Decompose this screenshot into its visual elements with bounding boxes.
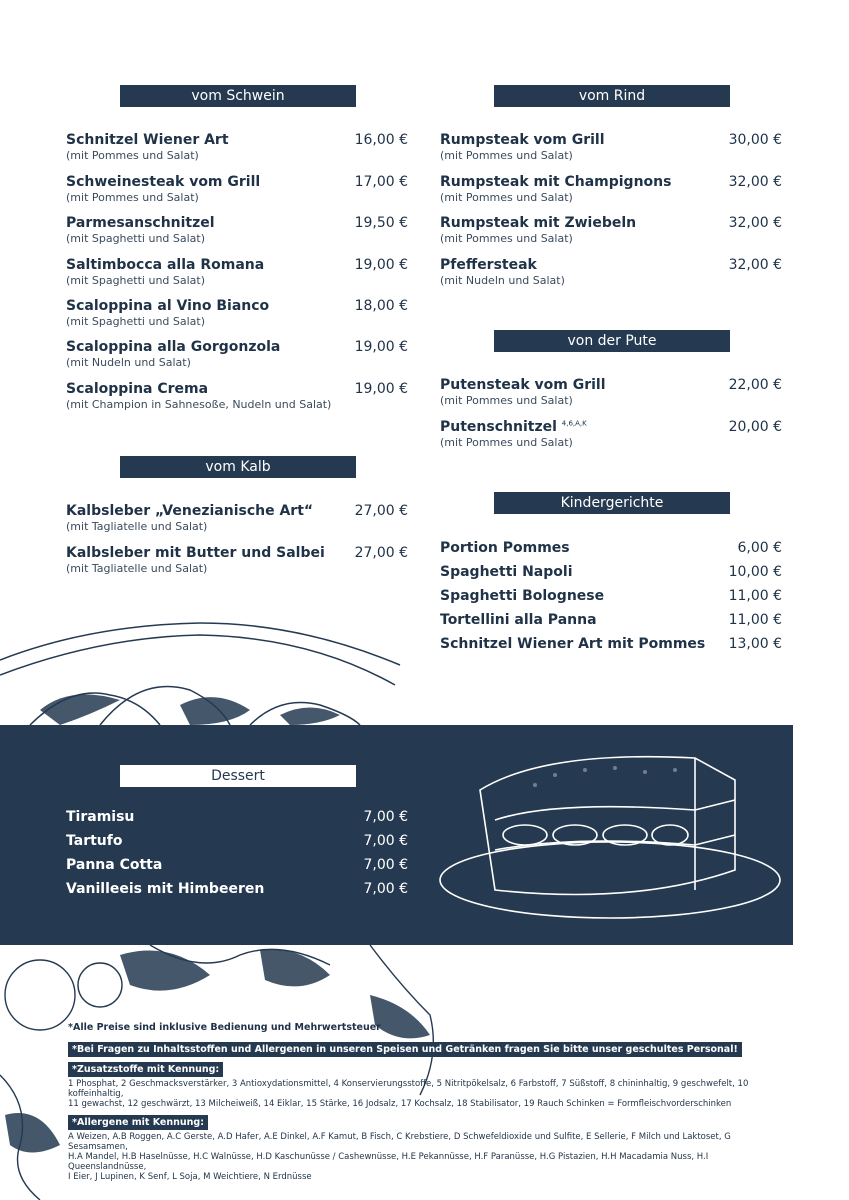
item-name: Kalbsleber mit Butter und Salbei (66, 545, 325, 561)
item-description: (mit Pommes und Salat) (440, 394, 573, 407)
menu-item (66, 132, 408, 162)
item-description: (mit Pommes und Salat) (440, 232, 573, 245)
item-price: 27,00 € (354, 503, 408, 519)
item-name: Rumpsteak mit Zwiebeln (440, 215, 637, 231)
item-price: 32,00 € (728, 174, 782, 190)
allergens-line: A Weizen, A.B Roggen, A.C Gerste, A.D Hafer, A.E Dinkel, A.F Kamut, B Fisch, C Krebstiere, D Schwefeldioxide und Sulfite, E Sellerie, F Milch und Laktoset, G Sesamsamen, (68, 1132, 731, 1152)
allergens-line: I Eier, J Lupinen, K Senf, L Soja, M Weichtiere, N Erdnüsse (68, 1172, 312, 1182)
additives-line: 1 Phosphat, 2 Geschmacksverstärker, 3 Antioxydationsmittel, 4 Konservierungsstoffe, 5 Nitritpökelsalz, 6 Farbstoff, 7 Süßstoff, 8 chininhaltig, 9 geschwefelt, 10 koffeinhaltig, (68, 1079, 749, 1099)
item-name: Tiramisu (66, 809, 135, 825)
item-name: Vanilleeis mit Himbeeren (66, 881, 265, 897)
item-name: Panna Cotta (66, 857, 163, 873)
section-title: Kindergerichte (560, 495, 664, 511)
item-price: 30,00 € (728, 132, 782, 148)
item-description: (mit Nudeln und Salat) (440, 274, 565, 287)
item-price: 22,00 € (728, 377, 782, 393)
additives-title: *Zusatzstoffe mit Kennung: (68, 1062, 223, 1077)
item-price: 27,00 € (354, 545, 408, 561)
item-description: (mit Tagliatelle und Salat) (66, 562, 208, 575)
price-note: *Alle Preise sind inklusive Bedienung und Mehrwertsteuer (68, 1022, 381, 1033)
item-price: 11,00 € (728, 612, 782, 628)
section-header-dessert (120, 765, 356, 787)
allergens-line: H.A Mandel, H.B Haselnüsse, H.C Walnüsse, H.D Kaschunüsse / Cashewnüsse, H.E Pekannüsse, H.F Paranüsse, H.G Pistazien, H.H Macadamia Nuss, H.I Queenslandnüsse, (68, 1152, 709, 1172)
section-header-pute (494, 330, 730, 352)
item-description: (mit Spaghetti und Salat) (66, 274, 206, 287)
item-name: Pfeffersteak (440, 257, 537, 273)
menu-item (440, 174, 782, 204)
menu-item (440, 588, 782, 604)
section-header-kalb (120, 456, 356, 478)
menu-item (440, 540, 782, 556)
dessert-item (66, 833, 408, 849)
item-description: (mit Spaghetti und Salat) (66, 232, 206, 245)
item-description: (mit Pommes und Salat) (66, 191, 199, 204)
item-price: 7,00 € (363, 833, 408, 849)
menu-item (440, 636, 782, 652)
item-description: (mit Pommes und Salat) (440, 436, 573, 449)
item-name: Schnitzel Wiener Art mit Pommes (440, 636, 706, 652)
item-price: 32,00 € (728, 215, 782, 231)
item-name: Spaghetti Bolognese (440, 588, 605, 604)
menu-item (66, 257, 408, 287)
item-price: 18,00 € (354, 298, 408, 314)
item-name: Scaloppina Crema (66, 381, 209, 397)
item-price: 13,00 € (728, 636, 782, 652)
item-name: Putenschnitzel (440, 419, 557, 435)
item-name: Tortellini alla Panna (440, 612, 597, 628)
menu-item (66, 174, 408, 204)
menu-item (440, 377, 782, 407)
item-price: 19,00 € (354, 381, 408, 397)
item-price: 10,00 € (728, 564, 782, 580)
item-price: 7,00 € (363, 857, 408, 873)
section-title: vom Rind (578, 88, 646, 104)
item-name: Spaghetti Napoli (440, 564, 573, 580)
item-description: (mit Pommes und Salat) (440, 191, 573, 204)
additives-line: 11 gewachst, 12 geschwärzt, 13 Milcheiweiß, 14 Eiklar, 15 Stärke, 16 Jodsalz, 17 Kochsalz, 18 Stabilisator, 19 Rauch Schinken = Formfleischvorderschinken (68, 1099, 732, 1109)
menu-item (66, 545, 408, 575)
menu-item (440, 215, 782, 245)
menu-item (66, 298, 408, 328)
section-header-kinder (494, 492, 730, 514)
item-description: (mit Pommes und Salat) (66, 149, 199, 162)
item-description: (mit Champion in Sahnesoße, Nudeln und Salat) (66, 398, 332, 411)
dessert-item (66, 857, 408, 873)
item-price: 19,00 € (354, 257, 408, 273)
item-price: 11,00 € (728, 588, 782, 604)
item-name: Putensteak vom Grill (440, 377, 606, 393)
item-name: Portion Pommes (440, 540, 570, 556)
item-price: 17,00 € (354, 174, 408, 190)
item-description: (mit Spaghetti und Salat) (66, 315, 206, 328)
plate-sketch-illustration (0, 615, 849, 735)
menu-item (440, 132, 782, 162)
menu-item (66, 381, 408, 411)
item-price: 16,00 € (354, 132, 408, 148)
section-title: vom Schwein (191, 88, 285, 104)
item-name: Parmesanschnitzel (66, 215, 215, 231)
menu-item (66, 503, 408, 533)
menu-item (440, 612, 782, 628)
menu-item (440, 257, 782, 287)
notes-block (68, 1022, 788, 1182)
item-price: 19,50 € (354, 215, 408, 231)
section-header-schwein (120, 85, 356, 107)
item-name: Tartufo (66, 833, 123, 849)
item-price: 6,00 € (737, 540, 782, 556)
item-price: 20,00 € (728, 419, 782, 435)
item-name: Scaloppina alla Gorgonzola (66, 339, 281, 355)
section-title: von der Pute (567, 333, 657, 349)
menu-item (440, 419, 782, 449)
item-name: Schnitzel Wiener Art (66, 132, 229, 148)
item-name: Scaloppina al Vino Bianco (66, 298, 270, 314)
menu-item (66, 215, 408, 245)
tiramisu-illustration (435, 740, 785, 930)
item-name: Schweinesteak vom Grill (66, 174, 261, 190)
allergen-codes: 4,6,A,K (561, 419, 587, 428)
allergens-title: *Allergene mit Kennung: (68, 1115, 208, 1130)
menu-item (440, 564, 782, 580)
item-description: (mit Tagliatelle und Salat) (66, 520, 208, 533)
menu-item (66, 339, 408, 369)
item-name: Rumpsteak mit Champignons (440, 174, 672, 190)
item-description: (mit Pommes und Salat) (440, 149, 573, 162)
item-name: Kalbsleber „Venezianische Art“ (66, 503, 314, 519)
dessert-item (66, 881, 408, 897)
item-description: (mit Nudeln und Salat) (66, 356, 191, 369)
item-price: 32,00 € (728, 257, 782, 273)
item-price: 19,00 € (354, 339, 408, 355)
dessert-item (66, 809, 408, 825)
item-name: Rumpsteak vom Grill (440, 132, 605, 148)
item-name: Saltimbocca alla Romana (66, 257, 265, 273)
section-title: Dessert (211, 768, 265, 784)
section-header-rind (494, 85, 730, 107)
section-title: vom Kalb (205, 459, 271, 475)
allergen-question-note: *Bei Fragen zu Inhaltsstoffen und Allergenen in unseren Speisen und Getränken fragen Sie bitte unser geschultes Personal! (68, 1042, 742, 1057)
item-price: 7,00 € (363, 881, 408, 897)
item-price: 7,00 € (363, 809, 408, 825)
